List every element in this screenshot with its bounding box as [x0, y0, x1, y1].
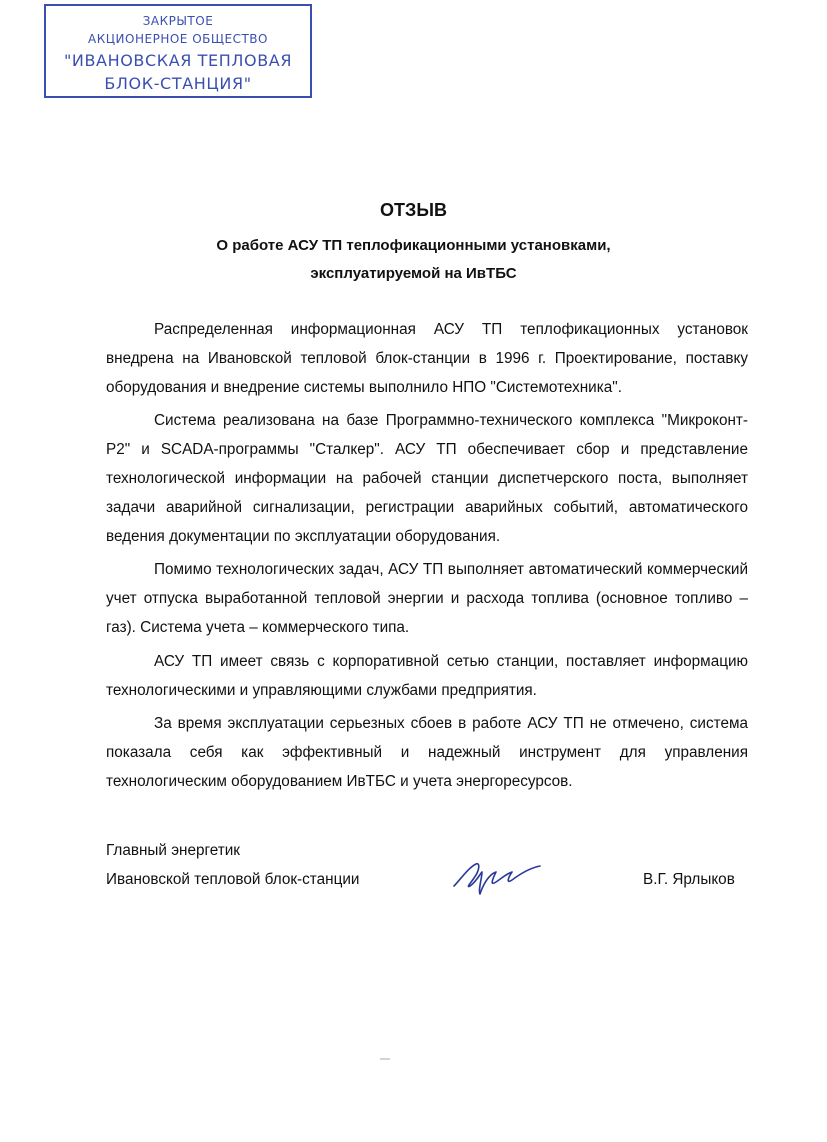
company-stamp [44, 4, 312, 98]
document-title: ОТЗЫВ [380, 200, 447, 220]
position-line-2: Ивановской тепловой блок-станции [106, 871, 360, 888]
body-paragraph: Помимо технологических задач, АСУ ТП выполняет автоматический коммерческий учет отпуска выработанной тепловой энергии и расхода топлива (основное топливо – газ). Система учета – коммерческого типа. [106, 561, 748, 636]
handwritten-signature-icon [446, 852, 546, 902]
signatory-position [106, 836, 359, 894]
body-paragraph: Распределенная информационная АСУ ТП теплофикационных установок внедрена на Ивановской тепловой блок-станции в 1996 г. Проектирование, поставку оборудования и внедрение системы выполнило НПО "Системотехника". [106, 321, 748, 396]
document-body [106, 316, 748, 802]
subtitle-line-2: эксплуатируемой на ИвТБС [310, 265, 517, 282]
position-line-1: Главный энергетик [106, 842, 240, 859]
body-paragraph: Система реализована на базе Программно-технического комплекса "Микроконт-Р2" и SCADA-программы "Сталкер". АСУ ТП обеспечивает сбор и представление технологической информации на рабочей станции диспетчерского поста, выполняет задачи аварийной сигнализации, регистрации аварийных событий, автоматического ведения документации по эксплуатации оборудования. [106, 412, 748, 545]
signatory-name: В.Г. Ярлыков [643, 871, 735, 888]
body-paragraph: За время эксплуатации серьезных сбоев в работе АСУ ТП не отмечено, система показала себя как эффективный и надежный инструмент для управления технологическим оборудованием ИвТБС и учета энергоресурсов. [106, 715, 748, 790]
stamp-line-4: БЛОК-СТАНЦИЯ" [104, 74, 252, 93]
stamp-line-3: "ИВАНОВСКАЯ ТЕПЛОВАЯ [63, 51, 293, 70]
body-paragraph: АСУ ТП имеет связь с корпоративной сетью станции, поставляет информацию технологическими и управляющими службами предприятия. [106, 652, 748, 699]
subtitle-line-1: О работе АСУ ТП теплофикационными установками, [216, 237, 611, 254]
document-subtitle [0, 232, 827, 288]
stamp-line-2: АКЦИОНЕРНОЕ ОБЩЕСТВО [88, 32, 268, 46]
scan-artifact [380, 1058, 390, 1060]
stamp-line-1: ЗАКРЫТОЕ [142, 14, 214, 28]
